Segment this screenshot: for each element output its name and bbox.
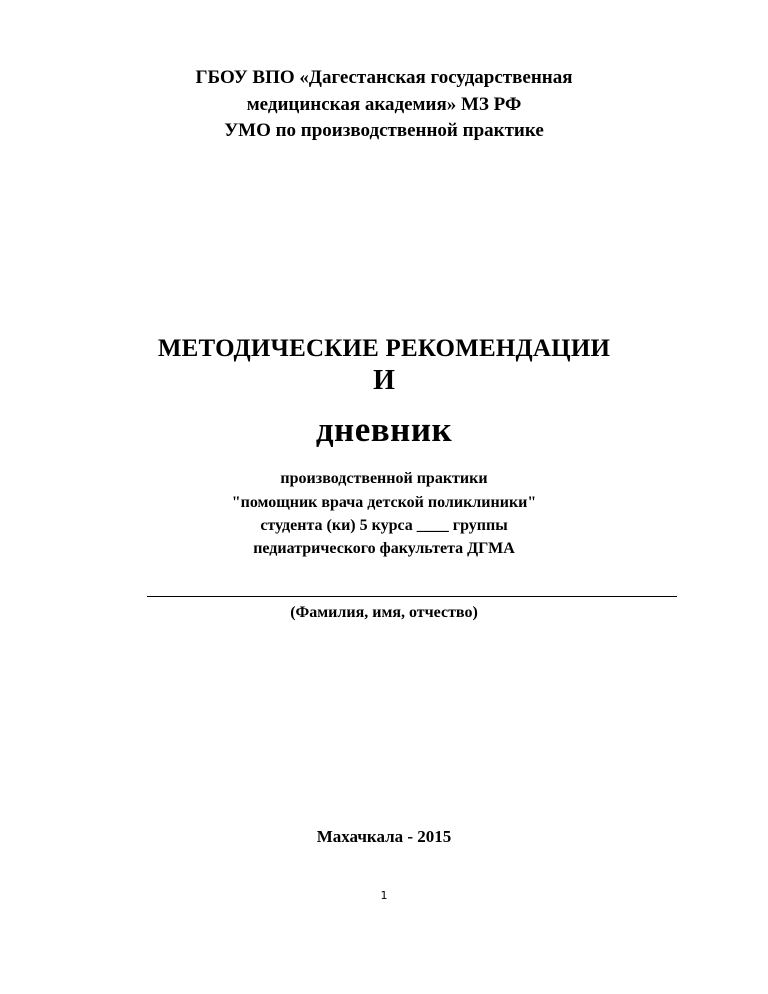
city-year: Махачкала - 2015 [316,827,452,846]
signature-caption: (Фамилия, имя, отчество) [290,604,478,621]
subtitle-line-3: студента (ки) 5 курса ____ группы [260,517,508,534]
header-institution-line-1: ГБОУ ВПО «Дагестанская государственная [195,67,573,88]
document-title-diary: дневник [315,410,453,449]
page-number: 1 [380,889,388,902]
header-department-line: УМО по производственной практике [224,120,544,141]
signature-line [147,596,677,597]
title-conjunction: И [373,365,395,396]
header-institution-line-2: медицинская академия» МЗ РФ [246,94,522,115]
document-title: МЕТОДИЧЕСКИЕ РЕКОМЕНДАЦИИ [157,335,611,362]
subtitle-line-4: педиатрического факультета ДГМА [253,540,515,557]
subtitle-line-2: "помощник врача детской поликлиники" [231,494,537,511]
subtitle-line-1: производственной практики [280,470,488,487]
